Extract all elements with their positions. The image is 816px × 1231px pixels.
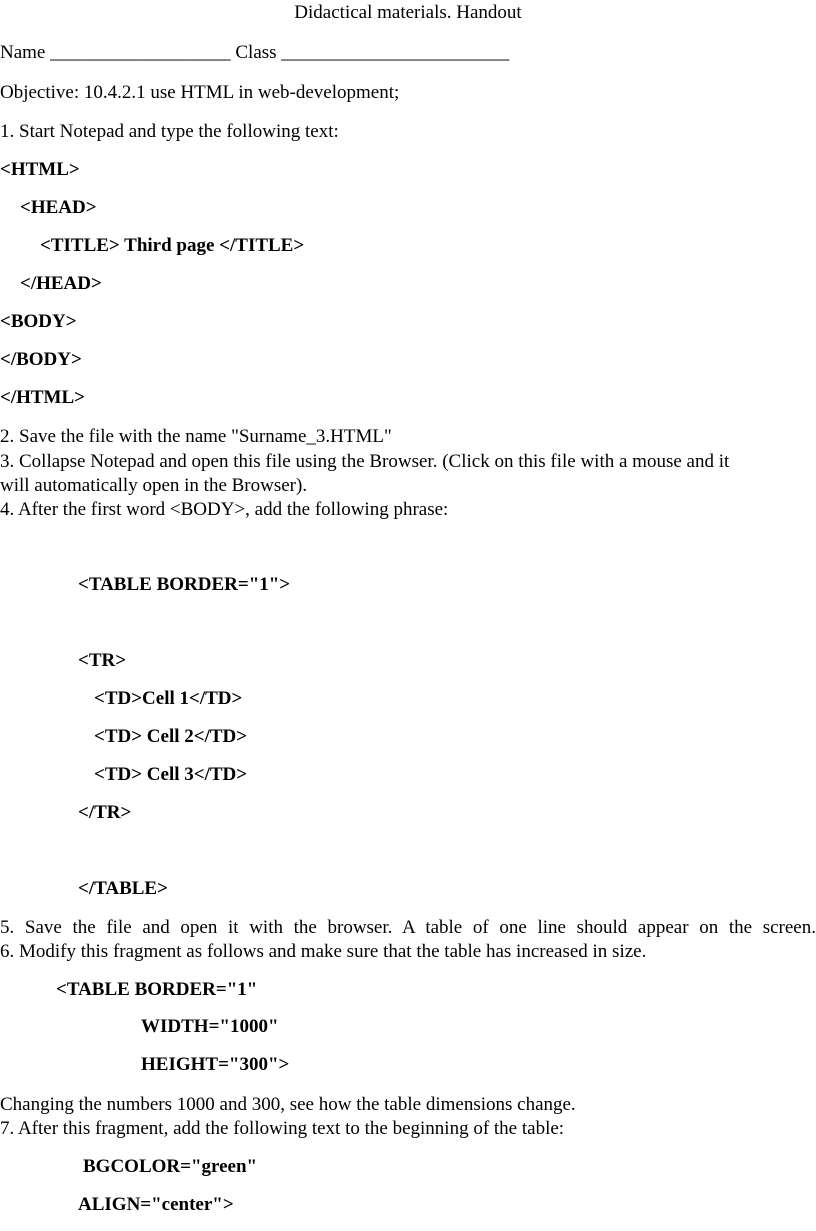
code-head-open: <HEAD> — [20, 197, 97, 218]
step-6: 6. Modify this fragment as follows and make sure that the table has increased in size. — [0, 941, 647, 962]
code-head-close: </HEAD> — [20, 273, 102, 294]
step-5: 5. Save the file and open it with the browser. A table of one line should appear on the screen. — [0, 917, 816, 938]
note-dimensions: Changing the numbers 1000 and 300, see how the table dimensions change. — [0, 1094, 576, 1115]
code-table-close: </TABLE> — [78, 878, 168, 899]
step-3-line-1: 3. Collapse Notepad and open this file using the Browser. (Click on this file with a mouse and it — [0, 451, 730, 472]
page-title: Didactical materials. Handout — [294, 2, 522, 23]
objective: Objective: 10.4.2.1 use HTML in web-development; — [0, 82, 400, 103]
step-7: 7. After this fragment, add the following text to the beginning of the table: — [0, 1118, 565, 1139]
code-title: <TITLE> Third page </TITLE> — [40, 235, 305, 256]
code-width: WIDTH="1000" — [141, 1016, 279, 1037]
code-table-open: <TABLE BORDER="1"> — [78, 574, 291, 595]
code-td-3: <TD> Cell 3</TD> — [94, 764, 248, 785]
code-table-border: <TABLE BORDER="1" — [56, 979, 258, 1000]
code-tr-close: </TR> — [78, 802, 132, 823]
step-3-line-2: will automatically open in the Browser). — [0, 475, 308, 496]
code-html-open: <HTML> — [0, 159, 80, 180]
code-html-close: </HTML> — [0, 387, 85, 408]
code-bgcolor: BGCOLOR="green" — [83, 1156, 258, 1177]
code-body-close: </BODY> — [0, 349, 82, 370]
code-tr-open: <TR> — [78, 650, 127, 671]
step-2: 2. Save the file with the name "Surname_3.HTML" — [0, 426, 392, 447]
code-align: ALIGN="center"> — [78, 1194, 234, 1215]
step-4: 4. After the first word <BODY>, add the following phrase: — [0, 499, 449, 520]
step-1: 1. Start Notepad and type the following text: — [0, 121, 339, 142]
code-td-1: <TD>Cell 1</TD> — [94, 688, 243, 709]
code-body-open: <BODY> — [0, 311, 77, 332]
name-class-line: Name ___________________ Class ________________________ — [0, 42, 510, 63]
code-td-2: <TD> Cell 2</TD> — [94, 726, 248, 747]
code-height: HEIGHT="300"> — [141, 1054, 290, 1075]
